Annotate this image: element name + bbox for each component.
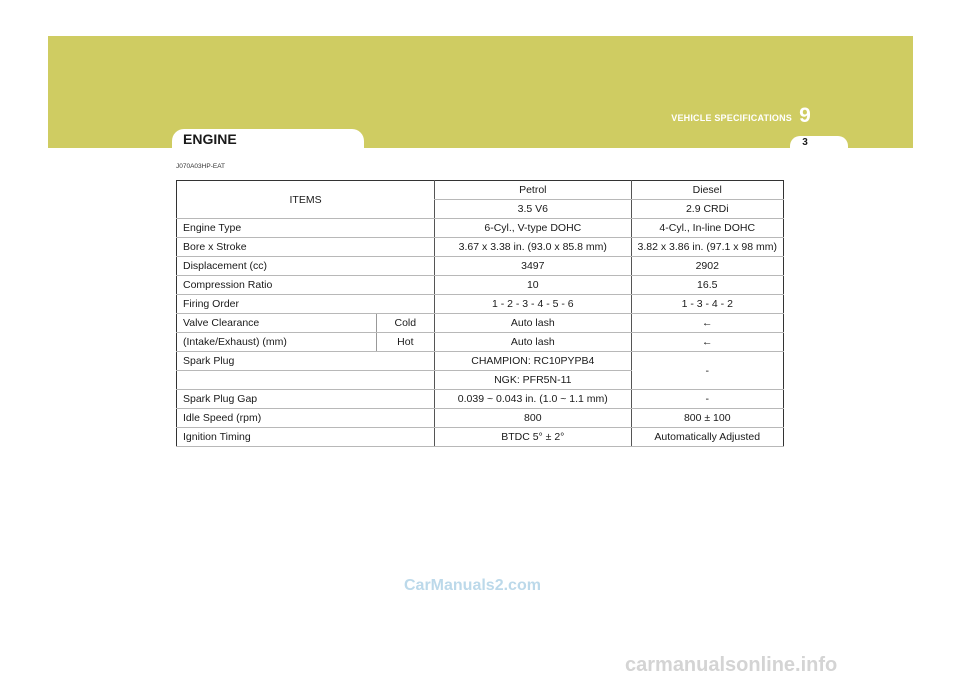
code-reference: J070A03HP-EAT (176, 163, 226, 170)
table-row (177, 238, 784, 257)
diesel-value: 4-Cyl., In-line DOHC (631, 219, 783, 238)
petrol-value: 3497 (435, 257, 631, 276)
diesel-value: - (631, 352, 783, 390)
diesel-model: 2.9 CRDi (631, 200, 783, 219)
row-label: Engine Type (177, 219, 435, 238)
table-row (177, 314, 784, 333)
petrol-value: Auto lash (435, 333, 631, 352)
row-label: Valve Clearance (177, 314, 377, 333)
row-label: (Intake/Exhaust) (mm) (177, 333, 377, 352)
diesel-value: 1 - 3 - 4 - 2 (631, 295, 783, 314)
row-label: Bore x Stroke (177, 238, 435, 257)
diesel-value: - (631, 390, 783, 409)
table-row (177, 257, 784, 276)
petrol-value: 800 (435, 409, 631, 428)
diesel-header: Diesel (631, 181, 783, 200)
table-row (177, 333, 784, 352)
section-title: ENGINE (183, 131, 237, 147)
petrol-value: NGK: PFR5N-11 (435, 371, 631, 390)
watermark-link[interactable]: CarManuals2.com (404, 577, 541, 594)
items-header: ITEMS (177, 181, 435, 219)
table-row (177, 428, 784, 447)
petrol-value: 10 (435, 276, 631, 295)
row-sublabel: Hot (376, 333, 435, 352)
table-row (177, 295, 784, 314)
table-row (177, 409, 784, 428)
row-label: Ignition Timing (177, 428, 435, 447)
row-label: Compression Ratio (177, 276, 435, 295)
chapter-title: VEHICLE SPECIFICATIONS (671, 113, 792, 123)
engine-spec-table (176, 180, 784, 447)
diesel-value: ← (631, 314, 783, 333)
row-label (177, 371, 435, 390)
row-label: Displacement (cc) (177, 257, 435, 276)
petrol-value: Auto lash (435, 314, 631, 333)
diesel-value: Automatically Adjusted (631, 428, 783, 447)
petrol-value: 3.67 x 3.38 in. (93.0 x 85.8 mm) (435, 238, 631, 257)
petrol-value: 6-Cyl., V-type DOHC (435, 219, 631, 238)
diesel-value: 2902 (631, 257, 783, 276)
watermark-text: carmanualsonline.info (625, 654, 838, 676)
table-row (177, 352, 784, 371)
diesel-value: 3.82 x 3.86 in. (97.1 x 98 mm) (631, 238, 783, 257)
diesel-value: ← (631, 333, 783, 352)
petrol-value: CHAMPION: RC10PYPB4 (435, 352, 631, 371)
row-label: Spark Plug (177, 352, 435, 371)
petrol-value: 1 - 2 - 3 - 4 - 5 - 6 (435, 295, 631, 314)
table-row (177, 390, 784, 409)
chapter-number: 9 (799, 104, 811, 127)
row-label: Spark Plug Gap (177, 390, 435, 409)
row-sublabel: Cold (376, 314, 435, 333)
diesel-value: 800 ± 100 (631, 409, 783, 428)
petrol-value: 0.039 ~ 0.043 in. (1.0 ~ 1.1 mm) (435, 390, 631, 409)
table-row (177, 181, 784, 200)
petrol-header: Petrol (435, 181, 631, 200)
table-row (177, 219, 784, 238)
page-number: 3 (802, 137, 808, 148)
row-label: Idle Speed (rpm) (177, 409, 435, 428)
row-label: Firing Order (177, 295, 435, 314)
table-row (177, 276, 784, 295)
petrol-value: BTDC 5° ± 2° (435, 428, 631, 447)
diesel-value: 16.5 (631, 276, 783, 295)
petrol-model: 3.5 V6 (435, 200, 631, 219)
